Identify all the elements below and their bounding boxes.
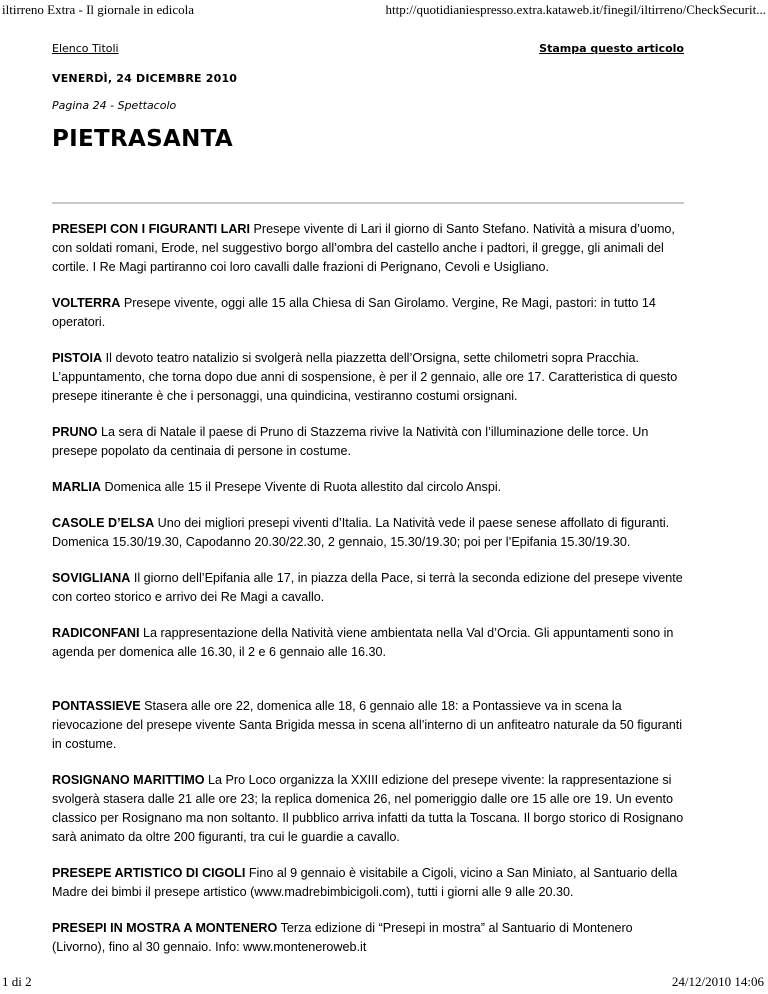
elenco-titoli-link[interactable]: Elenco Titoli bbox=[52, 42, 119, 55]
print-article-link[interactable]: Stampa questo articolo bbox=[539, 42, 684, 55]
item-heading: PRESEPE ARTISTICO DI CIGOLI bbox=[52, 866, 246, 880]
item-text: Uno dei migliori presepi viventi d’Italia. La Natività vede il paese senese affollato di figuranti. Domenica 15.30/19.30, Capodanno 20.30/22.30, 2 gennaio, 15.30/19.30; poi per l’Epifania 15.30/19.30. bbox=[52, 516, 670, 549]
item-heading: PONTASSIEVE bbox=[52, 699, 141, 713]
article-item bbox=[52, 478, 684, 497]
article-item bbox=[52, 697, 684, 754]
item-text: Domenica alle 15 il Presepe Vivente di Ruota allestito dal circolo Anspi. bbox=[100, 480, 502, 494]
article-item bbox=[52, 294, 684, 332]
article-item bbox=[52, 220, 684, 277]
item-heading: VOLTERRA bbox=[52, 296, 121, 310]
item-text: La rappresentazione della Natività viene ambientata nella Val d’Orcia. Gli appuntamenti sono in agenda per domenica alle 16.30, il 2 e 6 gennaio alle 16.30. bbox=[52, 626, 674, 659]
item-text: Il devoto teatro natalizio si svolgerà nella piazzetta dell’Orsigna, sette chilometri sopra Pracchia. L’appuntamento, che torna dopo due anni di sospensione, è per il 2 gennaio, alle ore 17. Caratteristica di questo presepe itinerante è che i personaggi, una quindicina, vestiranno costumi orsignani. bbox=[52, 351, 678, 403]
print-timestamp: 24/12/2010 14:06 bbox=[671, 974, 764, 989]
item-heading: MARLIA bbox=[52, 480, 101, 494]
article-item bbox=[52, 349, 684, 406]
item-heading: SOVIGLIANA bbox=[52, 571, 131, 585]
article-nav bbox=[52, 40, 684, 58]
article-section: Pagina 24 - Spettacolo bbox=[52, 99, 177, 112]
article-title: PIETRASANTA bbox=[52, 126, 233, 152]
article-item bbox=[52, 423, 684, 461]
article-item bbox=[52, 771, 684, 847]
article-item bbox=[52, 864, 684, 902]
item-heading: PRESEPI IN MOSTRA A MONTENERO bbox=[52, 921, 278, 935]
divider bbox=[52, 202, 684, 204]
page-count: 1 di 2 bbox=[2, 974, 32, 989]
print-footer bbox=[0, 974, 768, 994]
print-header-url: http://quotidianiespresso.extra.kataweb.it/finegil/iltirreno/CheckSecurit... bbox=[385, 2, 766, 17]
item-text: Presepe vivente di Lari il giorno di Santo Stefano. Natività a misura d’uomo, con soldati romani, Erode, nel suggestivo borgo all’ombra del castello anche i padtori, il gregge, gli animali del cortile. I Re Magi partiranno coi loro cavalli dalle frazioni di Perignano, Cevoli e Usigliano. bbox=[52, 222, 675, 274]
item-text: Stasera alle ore 22, domenica alle 18, 6 gennaio alle 18: a Pontassieve va in scena la rievocazione del presepe vivente Santa Brigida messa in scena all’interno di un anfiteatro naturale da 50 figuranti in costume. bbox=[52, 699, 683, 751]
item-heading: CASOLE D’ELSA bbox=[52, 516, 155, 530]
article-body bbox=[52, 220, 684, 957]
article-item bbox=[52, 919, 684, 957]
item-text: Fino al 9 gennaio è visitabile a Cigoli, vicino a San Miniato, al Santuario della Madre dei bimbi il presepe artistico (www.madrebimbicigoli.com), tutti i giorni alle 9 alle 20.30. bbox=[52, 866, 678, 899]
item-heading: PRUNO bbox=[52, 425, 98, 439]
print-header bbox=[0, 0, 768, 20]
article-item bbox=[52, 569, 684, 607]
article-date: VENERDÌ, 24 DICEMBRE 2010 bbox=[52, 72, 238, 85]
item-text: La Pro Loco organizza la XXIII edizione del presepe vivente: la rappresentazione si svolgerà stasera dalle 21 alle ore 23; la replica domenica 26, nel pomeriggio dalle ore 15 alle ore 19. Un evento classico per Rosignano ma non soltanto. Il pubblico arriva infatti da tutta la Toscana. Il borgo storico di Rosignano sarà animato da oltre 200 figuranti, tra cui le guardie a cavallo. bbox=[52, 773, 684, 844]
article-container bbox=[52, 40, 684, 974]
item-text: Il giorno dell’Epifania alle 17, in piazza della Pace, si terrà la seconda edizione del presepe vivente con corteo storico e arrivo dei Re Magi a cavallo. bbox=[52, 571, 683, 604]
item-heading: RADICONFANI bbox=[52, 626, 140, 640]
item-heading: PISTOIA bbox=[52, 351, 103, 365]
print-header-title: iltirreno Extra - Il giornale in edicola bbox=[2, 2, 195, 17]
article-item bbox=[52, 514, 684, 552]
article-item bbox=[52, 624, 684, 662]
item-text: La sera di Natale il paese di Pruno di Stazzema rivive la Natività con l’illuminazione delle torce. Un presepe popolato da centinaia di persone in costume. bbox=[52, 425, 649, 458]
item-heading: PRESEPI CON I FIGURANTI LARI bbox=[52, 222, 251, 236]
item-text: Presepe vivente, oggi alle 15 alla Chiesa di San Girolamo. Vergine, Re Magi, pastori: in tutto 14 operatori. bbox=[52, 296, 656, 329]
item-text: Terza edizione di “Presepi in mostra” al Santuario di Montenero (Livorno), fino al 30 gennaio. Info: www.monteneroweb.it bbox=[52, 921, 633, 954]
item-heading: ROSIGNANO MARITTIMO bbox=[52, 773, 205, 787]
